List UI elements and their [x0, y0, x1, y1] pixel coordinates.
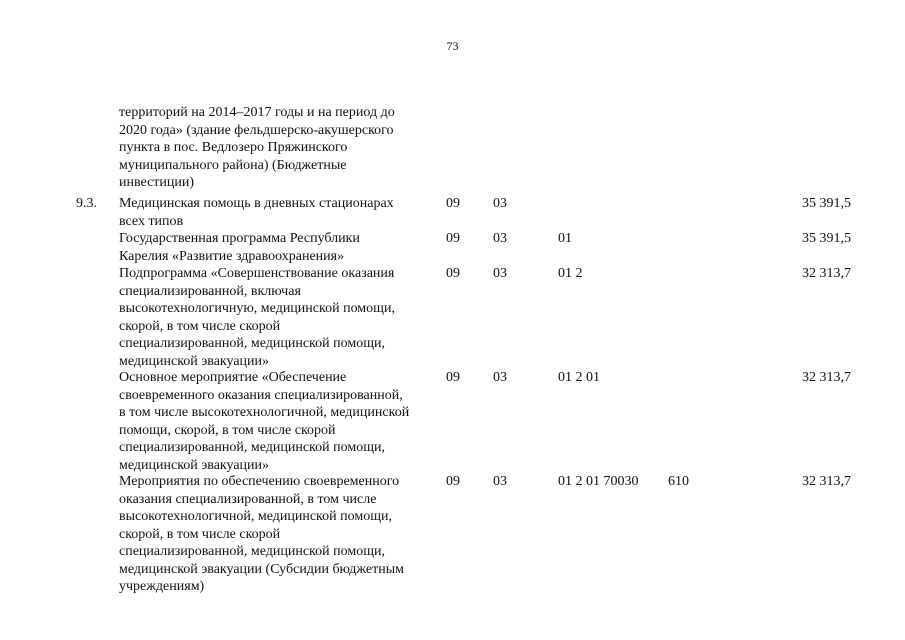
row-name-line: скорой, в том числе скорой — [119, 318, 281, 334]
row-name-line: учреждениям) — [119, 579, 205, 594]
row-name-line: специализированной, медицинской помощи, — [119, 440, 385, 455]
row-name-line: в том числе высокотехнологичной, медицинской — [119, 405, 410, 420]
row-name-line: территорий на 2014–2017 годы и на период до — [119, 105, 395, 120]
row-name — [119, 369, 449, 474]
row-section: 09 — [446, 231, 460, 246]
row-name — [119, 195, 449, 230]
row-target-code: 01 2 01 — [558, 370, 600, 385]
row-name-line: медицинской эвакуации (Субсидии бюджетным — [119, 561, 405, 577]
row-name-line: специализированной, медицинской помощи, — [119, 336, 385, 351]
row-name-line: 2020 года» (здание фельдшерско-акушерского — [119, 122, 394, 138]
row-name-line: всех типов — [119, 213, 184, 229]
row-name-line: медицинской эвакуации» — [119, 457, 270, 473]
row-section: 09 — [446, 474, 460, 489]
row-name-line: инвестиции) — [119, 175, 195, 190]
row-expense-code: 610 — [668, 474, 689, 489]
row-name-line: специализированной, медицинской помощи, — [119, 544, 385, 559]
row-name-line: пункта в пос. Ведлозеро Пряжинского — [119, 140, 348, 155]
row-subsection: 03 — [493, 370, 507, 385]
row-section: 09 — [446, 370, 460, 385]
row-name-line: оказания специализированной, в том числе — [119, 491, 377, 507]
row-name-line: специализированной, включая — [119, 283, 301, 299]
row-subsection: 03 — [493, 474, 507, 489]
row-name-line: Карелия «Развитие здравоохранения» — [119, 248, 345, 264]
row-section: 09 — [446, 266, 460, 281]
row-subsection: 03 — [493, 231, 507, 246]
row-target-code: 01 — [558, 231, 572, 246]
row-name-line: Государственная программа Республики — [119, 231, 360, 246]
row-name — [119, 473, 449, 596]
row-name — [119, 230, 449, 265]
row-amount: 32 313,7 — [802, 370, 851, 385]
row-name-line: Подпрограмма «Совершенствование оказания — [119, 266, 395, 281]
row-amount: 32 313,7 — [802, 266, 851, 281]
row-amount: 35 391,5 — [802, 231, 851, 246]
row-name-line: муниципального района) (Бюджетные — [119, 157, 347, 173]
row-name — [119, 104, 449, 192]
row-amount: 32 313,7 — [802, 474, 851, 489]
row-name-line: Основное мероприятие «Обеспечение — [119, 370, 347, 385]
row-name-line: Мероприятия по обеспечению своевременного — [119, 474, 400, 489]
row-subsection: 03 — [493, 266, 507, 281]
row-name-line: Медицинская помощь в дневных стационарах — [119, 196, 394, 211]
row-name — [119, 265, 449, 370]
row-subsection: 03 — [493, 196, 507, 211]
row-name-line: скорой, в том числе скорой — [119, 526, 281, 542]
row-target-code: 01 2 — [558, 266, 583, 281]
row-name-line: медицинской эвакуации» — [119, 353, 270, 369]
row-name-line: высокотехнологичной, медицинской помощи, — [119, 509, 392, 524]
row-name-line: своевременного оказания специализированной, — [119, 387, 403, 403]
row-name-line: помощи, скорой, в том числе скорой — [119, 422, 336, 438]
row-name-line: высокотехнологичную, медицинской помощи, — [119, 301, 395, 316]
row-amount: 35 391,5 — [802, 196, 851, 211]
row-number: 9.3. — [76, 196, 97, 211]
page-number: 73 — [446, 39, 459, 53]
row-section: 09 — [446, 196, 460, 211]
row-target-code: 01 2 01 70030 — [558, 474, 639, 489]
